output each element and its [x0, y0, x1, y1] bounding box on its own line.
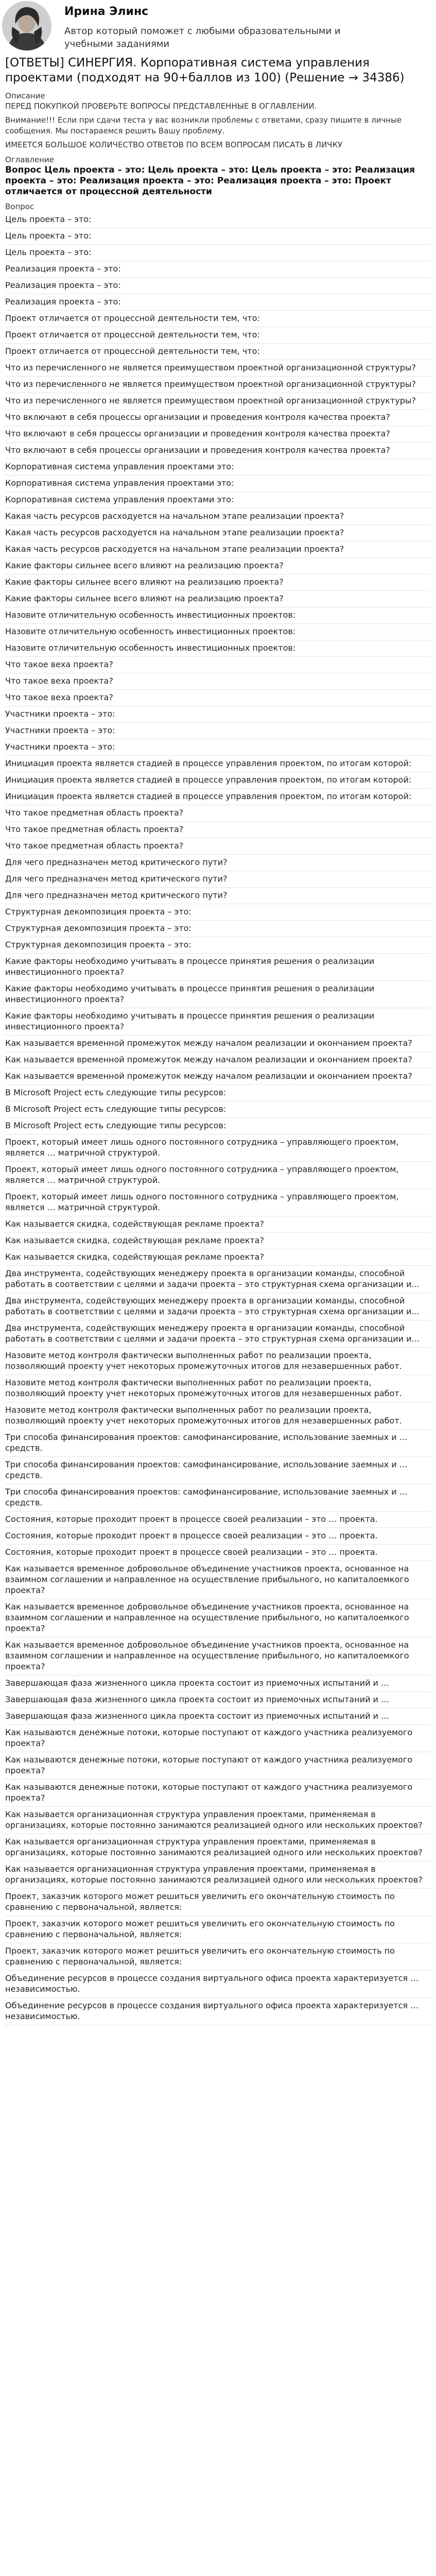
question-item: Назовите отличительную особенность инвестиционных проектов: — [5, 640, 431, 657]
question-item: Как называется временное добровольное объединение участников проекта, основанное на взаимном соглашении и направленное на осуществление прибыльного, но капиталоемкого проекта? — [5, 1561, 431, 1599]
question-item: Что такое предметная область проекта? — [5, 805, 431, 822]
question-item: Назовите метод контроля фактически выполненных работ по реализации проекта, позволяющий проекту учет некоторых промежуточных итогов для незавершенных работ. — [5, 1402, 431, 1430]
question-item: Завершающая фаза жизненного цикла проекта состоит из приемочных испытаний и … — [5, 1675, 431, 1692]
work-title: [ОТВЕТЫ] СИНЕРГИЯ. Корпоративная система управления проектами (подходят на 90+баллов из 100) (Решение → 34386) — [5, 56, 405, 84]
question-item: Проект, заказчик которого может решиться увеличить его окончательную стоимость по сравнению с первоначальной, является: — [5, 1916, 431, 1943]
question-item: Как называется временной промежуток между началом реализации и окончанием проекта? — [5, 1036, 431, 1052]
question-item: Два инструмента, содействующих менеджеру проекта в организации команды, способной работать в соответствии с целями и задачи проекта – это структурная схема организации и… — [5, 1293, 431, 1320]
author-header — [0, 0, 436, 52]
toc-label: Оглавление — [5, 155, 54, 164]
question-item: Два инструмента, содействующих менеджеру проекта в организации команды, способной работать в соответствии с целями и задачи проекта – это структурная схема организации и… — [5, 1320, 431, 1348]
question-item: Что включают в себя процессы организации и проведения контроля качества проекта? — [5, 426, 431, 443]
toc-bold-text: Вопрос Цель проекта – это: Цель проекта – это: Цель проекта – это: Реализация проекта – это: Реализация проекта – это: Реализация проекта – это: Проект отличается от процессной деятельности — [5, 165, 415, 197]
question-item: Реализация проекта – это: — [5, 294, 431, 311]
question-item: Три способа финансирования проектов: самофинансирование, использование заемных и … средств. — [5, 1484, 431, 1512]
question-item: Цель проекта – это: — [5, 245, 431, 261]
question-item: Завершающая фаза жизненного цикла проекта состоит из приемочных испытаний и … — [5, 1708, 431, 1725]
question-item: Участники проекта – это: — [5, 706, 431, 723]
question-item: Какая часть ресурсов расходуется на начальном этапе реализации проекта? — [5, 525, 431, 541]
question-item: Назовите отличительную особенность инвестиционных проектов: — [5, 607, 431, 624]
question-item: Как называется организационная структура управления проектами, применяемая в организациях, которые постоянно занимаются реализацией одного или нескольких проектов? — [5, 1807, 431, 1834]
question-item: Для чего предназначен метод критического пути? — [5, 888, 431, 904]
question-item: Как называется организационная структура управления проектами, применяемая в организациях, которые постоянно занимаются реализацией одного или нескольких проектов? — [5, 1834, 431, 1861]
question-item: В Microsoft Project есть следующие типы ресурсов: — [5, 1118, 431, 1134]
work-content — [0, 56, 436, 2025]
question-item: Цель проекта – это: — [5, 228, 431, 245]
question-item: Корпоративная система управления проектами это: — [5, 492, 431, 509]
question-item: Инициация проекта является стадией в процессе управления проектом, по итогам которой: — [5, 756, 431, 772]
question-item: Какая часть ресурсов расходуется на начальном этапе реализации проекта? — [5, 509, 431, 525]
question-item: Как называется временное добровольное объединение участников проекта, основанное на взаимном соглашении и направленное на осуществление прибыльного, но капиталоемкого проекта? — [5, 1637, 431, 1675]
description-line: ИМЕЕТСЯ БОЛЬШОЕ КОЛИЧЕСТВО ОТВЕТОВ ПО ВСЕМ ВОПРОСАМ ПИСАТЬ В ЛИЧКУ — [5, 140, 343, 149]
question-item: Состояния, которые проходит проект в процессе своей реализации – это … проекта. — [5, 1512, 431, 1528]
question-item: Завершающая фаза жизненного цикла проекта состоит из приемочных испытаний и … — [5, 1692, 431, 1708]
question-item: Реализация проекта – это: — [5, 261, 431, 278]
author-avatar[interactable] — [2, 1, 51, 50]
question-item: Структурная декомпозиция проекта – это: — [5, 904, 431, 921]
question-item: Какие факторы сильнее всего влияют на реализацию проекта? — [5, 591, 431, 607]
question-item: Проект, заказчик которого может решиться увеличить его окончательную стоимость по сравнению с первоначальной, является: — [5, 1889, 431, 1916]
question-item: Что из перечисленного не является преимуществом проектной организационной структуры? — [5, 360, 431, 377]
question-item: Проект, который имеет лишь одного постоянного сотрудника – управляющего проектом, является … матричной структурой. — [5, 1189, 431, 1216]
question-item: Корпоративная система управления проектами это: — [5, 459, 431, 476]
question-item: Что такое веха проекта? — [5, 690, 431, 706]
question-item: Корпоративная система управления проектами это: — [5, 476, 431, 492]
question-item: Назовите метод контроля фактически выполненных работ по реализации проекта, позволяющий проекту учет некоторых промежуточных итогов для незавершенных работ. — [5, 1375, 431, 1402]
description-body — [5, 101, 431, 150]
question-item: Проект отличается от процессной деятельности тем, что: — [5, 344, 431, 360]
question-item: Какие факторы сильнее всего влияют на реализацию проекта? — [5, 574, 431, 591]
question-item: Как называются денежные потоки, которые поступают от каждого участника реализуемого проекта? — [5, 1780, 431, 1807]
question-item: Как называются денежные потоки, которые поступают от каждого участника реализуемого проекта? — [5, 1725, 431, 1752]
question-item: Объединение ресурсов в процессе создания виртуального офиса проекта характеризуется … независимостью. — [5, 1998, 431, 2025]
question-item: Структурная декомпозиция проекта – это: — [5, 937, 431, 954]
question-item: Состояния, которые проходит проект в процессе своей реализации – это … проекта. — [5, 1528, 431, 1545]
question-item: Что такое предметная область проекта? — [5, 838, 431, 855]
question-item: Какая часть ресурсов расходуется на начальном этапе реализации проекта? — [5, 541, 431, 558]
question-item: Как называется скидка, содействующая рекламе проекта? — [5, 1233, 431, 1249]
question-item: Какие факторы необходимо учитывать в процессе принятия решения о реализации инвестиционного проекта? — [5, 1008, 431, 1036]
question-item: Проект отличается от процессной деятельности тем, что: — [5, 311, 431, 327]
question-item: Проект, заказчик которого может решиться увеличить его окончательную стоимость по сравнению с первоначальной, является: — [5, 1943, 431, 1971]
question-item: Участники проекта – это: — [5, 739, 431, 756]
question-item: Как называется скидка, содействующая рекламе проекта? — [5, 1249, 431, 1266]
description-line: ПЕРЕД ПОКУПКОЙ ПРОВЕРЬТЕ ВОПРОСЫ ПРЕДСТАВЛЕННЫЕ В ОГЛАВЛЕНИИ. — [5, 101, 317, 111]
question-item: Что включают в себя процессы организации и проведения контроля качества проекта? — [5, 443, 431, 459]
description-line: Внимание!!! Если при сдачи теста у вас возникли проблемы с ответами, сразу пишите в личные сообщения. Мы постараемся решить Вашу проблему. — [5, 115, 402, 135]
question-item: Три способа финансирования проектов: самофинансирование, использование заемных и … средств. — [5, 1430, 431, 1457]
question-item: Что включают в себя процессы организации и проведения контроля качества проекта? — [5, 410, 431, 426]
question-item: Как называется скидка, содействующая рекламе проекта? — [5, 1216, 431, 1233]
question-item: Структурная декомпозиция проекта – это: — [5, 921, 431, 937]
question-item: Какие факторы необходимо учитывать в процессе принятия решения о реализации инвестиционного проекта? — [5, 954, 431, 981]
author-photo-icon — [2, 1, 51, 50]
question-item: Реализация проекта – это: — [5, 278, 431, 294]
question-item: Как называется временной промежуток между началом реализации и окончанием проекта? — [5, 1069, 431, 1085]
question-item: Проект, который имеет лишь одного постоянного сотрудника – управляющего проектом, является … матричной структурой. — [5, 1134, 431, 1162]
author-name[interactable]: Ирина Элинс — [64, 5, 149, 18]
questions-label: Вопрос — [5, 202, 34, 211]
question-item: Назовите метод контроля фактически выполненных работ по реализации проекта, позволяющий проекту учет некоторых промежуточных итогов для незавершенных работ. — [5, 1348, 431, 1375]
questions-list — [5, 212, 431, 2025]
question-item: Как называется организационная структура управления проектами, применяемая в организациях, которые постоянно занимаются реализацией одного или нескольких проектов? — [5, 1861, 431, 1889]
question-item: Назовите отличительную особенность инвестиционных проектов: — [5, 624, 431, 640]
author-bio: Автор который поможет с любыми образовательными и учебными заданиями — [64, 26, 341, 49]
question-item: Объединение ресурсов в процессе создания виртуального офиса проекта характеризуется … независимостью. — [5, 1971, 431, 1998]
question-item: Два инструмента, содействующих менеджеру проекта в организации команды, способной работать в соответствии с целями и задачи проекта – это структурная схема организации и… — [5, 1266, 431, 1293]
description-label: Описание — [5, 91, 45, 100]
question-item: Какие факторы сильнее всего влияют на реализацию проекта? — [5, 558, 431, 574]
question-item: Что такое веха проекта? — [5, 657, 431, 673]
question-item: Для чего предназначен метод критического пути? — [5, 855, 431, 871]
question-item: Участники проекта – это: — [5, 723, 431, 739]
question-item: В Microsoft Project есть следующие типы ресурсов: — [5, 1085, 431, 1101]
question-item: Что такое веха проекта? — [5, 673, 431, 690]
question-item: Что из перечисленного не является преимуществом проектной организационной структуры? — [5, 393, 431, 410]
question-item: Проект отличается от процессной деятельности тем, что: — [5, 327, 431, 344]
question-item: Что из перечисленного не является преимуществом проектной организационной структуры? — [5, 377, 431, 393]
question-item: Инициация проекта является стадией в процессе управления проектом, по итогам которой: — [5, 789, 431, 805]
question-item: В Microsoft Project есть следующие типы ресурсов: — [5, 1101, 431, 1118]
question-item: Какие факторы необходимо учитывать в процессе принятия решения о реализации инвестиционного проекта? — [5, 981, 431, 1008]
question-item: Как называется временное добровольное объединение участников проекта, основанное на взаимном соглашении и направленное на осуществление прибыльного, но капиталоемкого проекта? — [5, 1599, 431, 1637]
question-item: Как называются денежные потоки, которые поступают от каждого участника реализуемого проекта? — [5, 1752, 431, 1780]
question-item: Инициация проекта является стадией в процессе управления проектом, по итогам которой: — [5, 772, 431, 789]
question-item: Цель проекта – это: — [5, 212, 431, 228]
question-item: Для чего предназначен метод критического пути? — [5, 871, 431, 888]
question-item: Что такое предметная область проекта? — [5, 822, 431, 838]
question-item: Как называется временной промежуток между началом реализации и окончанием проекта? — [5, 1052, 431, 1069]
question-item: Проект, который имеет лишь одного постоянного сотрудника – управляющего проектом, является … матричной структурой. — [5, 1162, 431, 1189]
question-item: Состояния, которые проходит проект в процессе своей реализации – это … проекта. — [5, 1545, 431, 1561]
question-item: Три способа финансирования проектов: самофинансирование, использование заемных и … средств. — [5, 1457, 431, 1484]
